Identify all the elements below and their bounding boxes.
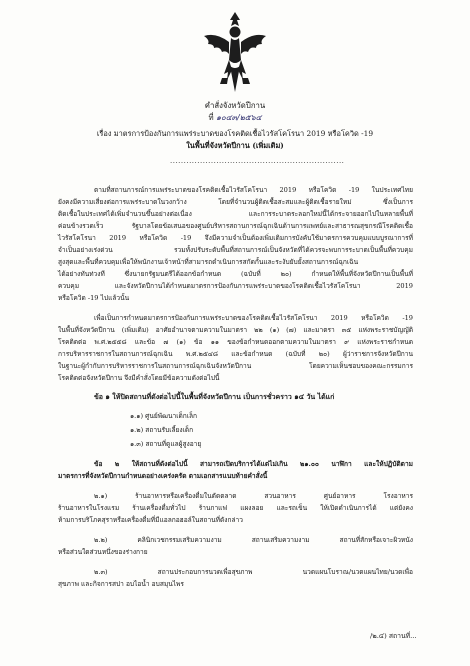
paragraph-1-line: ไวรัสโคโรนา 2019 หรือโควิด -19 จึงมีความจำเป็นต้องเพิ่มเติมการบังคับใช้มาตรการควบคุมแบบบูรณาการที่ — [58, 234, 413, 242]
item-2-1-line: ๒.๑) ร้านอาหารหรือเครื่องดื่มในตัดตลาด สวนอาหาร ศูนย์อาหาร โรงอาหาร — [94, 492, 413, 500]
paragraph-1-line: ยังคงมีความเสี่ยงต่อการแพร่ระบาดในวงกว้าง โดยที่จำนวนผู้ติดเชื้อสะสมและผู้ติดเชื้อรายใหม่ ซึ่งเป็นการ — [58, 198, 413, 206]
paragraph-1-line: ติดเชื้อในประเทศได้เพิ่มจำนวนขึ้นอย่างต่อเนื่อง และการระบาดระลอกใหม่นี้ได้กระจายออกไปในหลายพื้นที่ — [58, 210, 413, 218]
order-number-value: ๑๐๔๓/๒๕๖๔ — [216, 113, 262, 122]
paragraph-2-line: การบริหารราชการในสถานการณ์ฉุกเฉิน พ.ศ.๒๕๔๘ และข้อกำหนด (ฉบับที่ ๒๐) ผู้ว่าราชการจังหวัดปีกาน — [58, 350, 413, 358]
issuer: คำสั่งจังหวัดปีกาน — [204, 101, 266, 110]
paragraph-1-line: จำเป็นอย่างเร่งด่วน รวมทั้งปรับระดับพื้นที่สถานการณ์เป็นจังหวัดที่ได้ควรจะพบการระบาดเป็นพื้นที่ควบคุม — [58, 246, 413, 254]
paragraph-2-line: ในพื้นที่จังหวัดปีกาน (เพิ่มเติม) อาศัยอำนาจตามความในมาตรา ๒๒ (๑) (๗) และมาตรา ๓๕ แห่งพระราชบัญญัติ — [58, 326, 413, 334]
paragraph-1-line: สูงสุดและพื้นที่ควบคุมเพื่อให้พนักงานเจ้าหน้าที่สามารถดำเนินการสกัดกั้นและระงับยับยั้งสถานการณ์ฉุกเฉิน — [58, 258, 359, 266]
item-2-2-line: ๒.๒) คลินิกเวชกรรมเสริมความงาม สถานเสริมความงาม สถานที่สักหรือเจาะผิวหนัง — [94, 536, 413, 544]
paragraph-2-line: ในฐานะผู้กำกับการบริหารราชการในสถานการณ์ฉุกเฉินจังหวัดปีกาน โดยความเห็นชอบของคณะกรรมการ — [58, 362, 413, 370]
paragraph-2-line: โรคติดต่อ พ.ศ.๒๕๕๘ และข้อ ๗ (๑) ข้อ ๑๑ ของข้อกำหนดออกตามความในมาตรา ๙ แห่งพระราชกำหนด — [58, 338, 413, 346]
section-1-item: ๑.๒) สถานรับเลี้ยงเด็ก — [130, 426, 194, 434]
paragraph-1-line: ควบคุม และจังหวัดปีกานได้กำหนดมาตรการป้องกันการแพร่ระบาดของโรคติดเชื้อไวรัสโคโรนา 2019 — [58, 282, 413, 290]
separator: ................................................................ — [170, 157, 345, 165]
paragraph-1-line: ได้อย่างทันท่วงที ซึ่งนายกรัฐมนตรีได้ออกข้อกำหนด (ฉบับที่ ๒๐) กำหนดให้พื้นที่จังหวัดปีกานเป็นพื้นที่ — [58, 270, 413, 278]
paragraph-1-line: หรือโควิด -19 ไปแล้วนั้น — [58, 294, 130, 302]
item-2-2-line: หรือส่วนใดส่วนหนึ่งของร่างกาย — [58, 548, 148, 556]
continuation-marker: /๒.๔) สถานที่... — [370, 632, 417, 640]
item-2-1-line: ห้ามการบริโภคสุราหรือเครื่องดื่มที่มีแอลกอฮอล์ในสถานที่ดังกล่าว — [58, 516, 243, 524]
paragraph-1-line: ค่อนข้างรวดเร็ว รัฐบาลโดยข้อเสนอของศูนย์บริหารสถานการณ์ฉุกเฉินด้านการแพทย์และสาธารณสุขกรณีโรคติดเชื้อ — [58, 222, 413, 230]
subject: เรื่อง มาตรการป้องกันการแพร่ระบาดของโรคติดเชื้อไวรัสโคโรนา 2019 หรือโควิด -19 — [96, 129, 374, 138]
paragraph-1-line: ตามที่สถานการณ์การแพร่ระบาดของโรคติดเชื้อไวรัสโคโรนา 2019 หรือโควิด -19 ในประเทศไทย — [94, 186, 413, 194]
subject-line-2: ในพื้นที่จังหวัดปีกาน (เพิ่มเติม) — [186, 141, 284, 150]
order-number-prefix: ที่ — [208, 113, 214, 122]
garuda-emblem-icon — [200, 8, 270, 96]
section-2-heading-line: มาตรการที่จังหวัดปีกานกำหนดอย่างเคร่งครัด ตามเอกสารแนบท้ายคำสั่งนี้ — [58, 472, 268, 480]
section-1-item: ๑.๓) สถานที่ดูแลผู้สูงอายุ — [130, 440, 202, 448]
item-2-1-line: ร้านอาหารในโรงแรม ร้านเครื่องดื่มทั่วไป ร้านกาแฟ แผงลอย และรถเข็น ให้เปิดดำเนินการได้ แต่ยังคง — [58, 504, 413, 512]
section-1-heading: ข้อ ๑ ให้ปิดสถานที่ดังต่อไปนี้ในพื้นที่จังหวัดปีกาน เป็นการชั่วคราว ๑๔ วัน ได้แก่ — [94, 392, 335, 401]
item-2-3-line: สุขภาพ และกิจการสปา อบไอน้ำ อบสมุนไพร — [58, 580, 184, 588]
item-2-3-line: ๒.๓) สถานประกอบการนวดเพื่อสุขภาพ นวดแผนโบราณ/นวดแผนไทย/นวดเพื่อ — [94, 568, 413, 576]
section-2-heading-line: ข้อ ๒ ให้สถานที่ดังต่อไปนี้ สามารถเปิดบริการได้แต่ไม่เกิน ๒๑.๐๐ นาฬิกา และให้ปฏิบัติตาม — [94, 460, 413, 468]
section-1-item: ๑.๑) ศูนย์พัฒนาเด็กเล็ก — [130, 412, 198, 420]
paragraph-2-line: เพื่อเป็นการกำหนดมาตรการป้องกันการแพร่ระบาดของโรคติดเชื้อไวรัสโคโรนา 2019 หรือโควิด -19 — [94, 314, 413, 322]
paragraph-2-line: โรคติดต่อจังหวัดปีกาน จึงมีคำสั่งโดยมีข้อความดังต่อไปนี้ — [58, 374, 220, 382]
order-number — [0, 112, 470, 124]
